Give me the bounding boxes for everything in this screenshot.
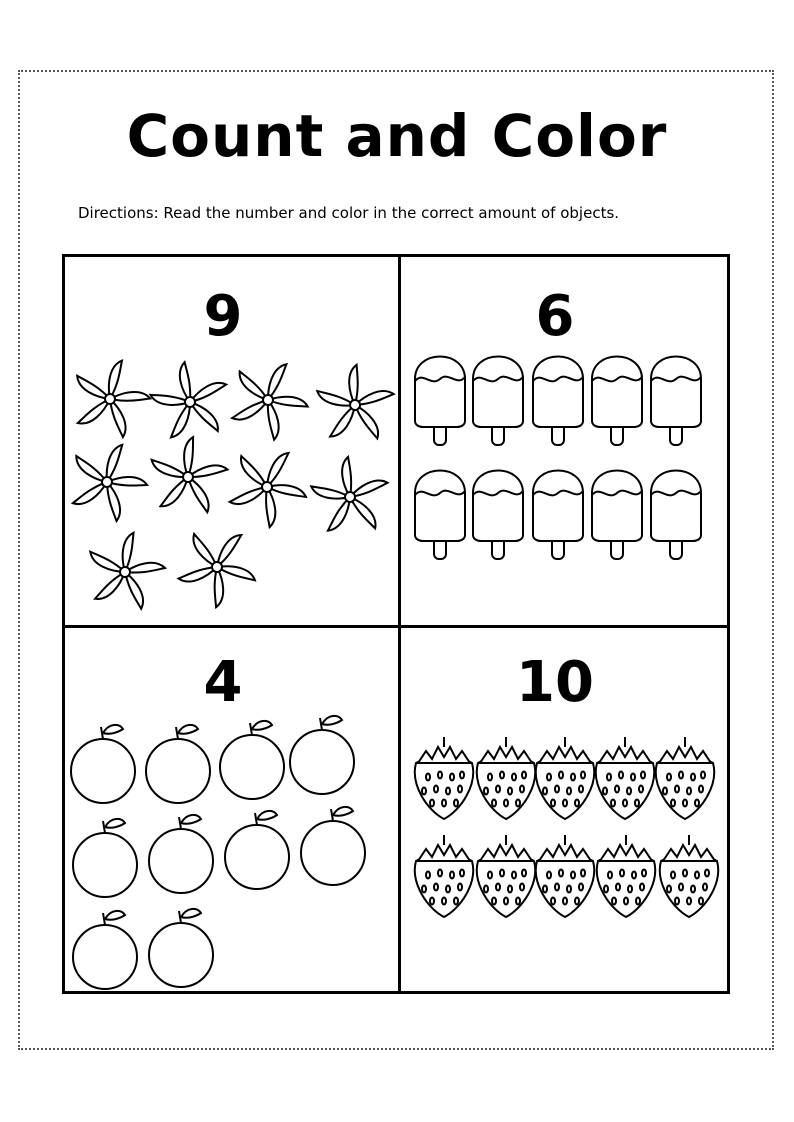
strawberry-icon — [477, 835, 535, 917]
flower-icon — [87, 531, 165, 610]
orange-icon — [220, 721, 284, 799]
orange-icon — [149, 815, 213, 893]
orange-icon — [301, 807, 365, 885]
popsicle-icon — [415, 357, 465, 446]
orange-icon — [71, 725, 135, 803]
strawberry-icon — [536, 737, 594, 819]
popsicle-icon — [592, 471, 642, 560]
panel-number-strawberries: 10 — [516, 650, 594, 715]
orange-icon — [290, 716, 354, 794]
flower-icon — [147, 433, 231, 519]
worksheet-grid — [62, 254, 730, 994]
strawberry-icon — [596, 737, 654, 819]
orange-icon — [146, 725, 210, 803]
strawberry-icon — [415, 835, 473, 917]
popsicle-icon — [415, 471, 465, 560]
popsicle-icon — [473, 357, 523, 446]
panel-number-oranges: 4 — [203, 650, 243, 715]
strawberry-icon — [536, 835, 594, 917]
directions-text: Directions: Read the number and color in the correct amount of objects. — [78, 204, 620, 222]
flower-icon — [167, 514, 271, 619]
orange-icon — [225, 811, 289, 889]
orange-icon — [73, 911, 137, 989]
orange-icon — [149, 909, 213, 987]
objects-layer — [65, 257, 727, 991]
strawberry-icon — [660, 835, 718, 917]
panel-number-flowers: 9 — [203, 284, 243, 349]
flower-icon — [63, 435, 153, 526]
orange-icon — [73, 819, 137, 897]
flower-icon — [141, 350, 241, 451]
panel-number-popsicles: 6 — [535, 284, 575, 349]
flower-icon — [218, 436, 318, 537]
flower-icon — [222, 351, 318, 448]
popsicle-icon — [651, 471, 701, 560]
popsicle-icon — [651, 357, 701, 446]
flower-icon — [303, 447, 399, 544]
popsicle-icon — [533, 471, 583, 560]
strawberry-icon — [415, 737, 473, 819]
flower-icon — [311, 358, 401, 449]
popsicle-icon — [533, 357, 583, 446]
popsicle-icon — [592, 357, 642, 446]
strawberry-icon — [656, 737, 714, 819]
page-title: Count and Color — [126, 102, 668, 170]
flower-icon — [69, 355, 153, 441]
strawberry-icon — [597, 835, 655, 917]
popsicle-icon — [473, 471, 523, 560]
strawberry-icon — [477, 737, 535, 819]
